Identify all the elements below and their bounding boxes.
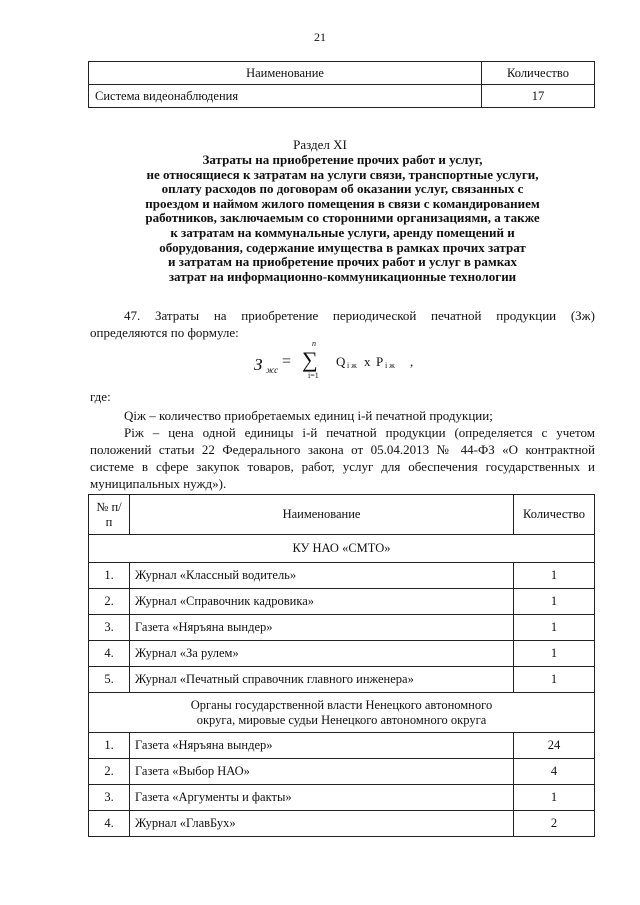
cell-name: Журнал «Классный водитель»	[130, 563, 514, 589]
cell-quantity: 1	[514, 563, 595, 589]
cell-number: 2.	[89, 759, 130, 785]
title-line: затрат на информационно-коммуникационные технологии	[168, 268, 517, 284]
formula-term1-sub: i ж	[347, 361, 357, 370]
cell-name: Газета «Няръяна вындер»	[130, 615, 514, 641]
formula-eq: =	[282, 353, 292, 370]
title-line: оплату расходов по договорам об оказании услуг, связанных с	[161, 181, 524, 197]
cell-name: Система видеонаблюдения	[89, 85, 482, 108]
title-line: оборудования, содержание имущества в рамках прочих затрат	[159, 239, 526, 255]
cell-quantity: 1	[514, 589, 595, 615]
cell-quantity: 1	[514, 667, 595, 693]
section-heading: Раздел XI	[293, 137, 347, 152]
table-row	[89, 589, 595, 615]
cell-number: 5.	[89, 667, 130, 693]
title-line: к затратам на коммунальные услуги, аренду помещений и	[170, 224, 515, 240]
table-header-row	[89, 62, 595, 85]
formula-term2-sub: i ж	[385, 361, 395, 370]
formula-lhs-sub: жс	[266, 365, 279, 375]
page-number: 21	[314, 30, 326, 44]
table-row	[89, 563, 595, 589]
cell-number: 4.	[89, 811, 130, 837]
group-title: КУ НАО «СМТО»	[89, 535, 595, 563]
cell-number: 1.	[89, 733, 130, 759]
title-line: не относящиеся к затратам на услуги связи, транспортные услуги,	[146, 166, 539, 182]
header-name: Наименование	[89, 62, 482, 85]
cell-name: Журнал «Печатный справочник главного инженера»	[130, 667, 514, 693]
formula-sum-bottom: i=1	[308, 371, 319, 380]
table-row	[89, 615, 595, 641]
group-row	[89, 535, 595, 563]
section-title	[90, 153, 595, 284]
cell-quantity: 1	[514, 785, 595, 811]
formula	[250, 339, 510, 383]
cell-number: 2.	[89, 589, 130, 615]
header-quantity: Количество	[514, 495, 595, 535]
definition-q: Qiж – количество приобретаемых единиц i-й печатной продукции;	[124, 408, 493, 423]
formula-term1: Q	[336, 354, 346, 369]
title-line: работников, заключаемым со сторонними организациями, а также	[145, 210, 540, 226]
cell-number: 3.	[89, 615, 130, 641]
header-number: № п/п	[89, 495, 130, 535]
cell-name: Газета «Выбор НАО»	[130, 759, 514, 785]
cell-number: 4.	[89, 641, 130, 667]
definition-p: Piж – цена одной единицы i-й печатной продукции (определяется с учетом положений статьи 22 Федерального закона от 05.04.2013 № 44-ФЗ «О контрактной системе в сфере закупок товаров, работ, услуг для обеспечения государственных и муниципальных нужд»).	[90, 425, 595, 491]
table-row	[89, 759, 595, 785]
cell-number: 1.	[89, 563, 130, 589]
cell-name: Газета «Няръяна вындер»	[130, 733, 514, 759]
table-row	[89, 811, 595, 837]
cell-quantity: 2	[514, 811, 595, 837]
title-line: и затратам на приобретение прочих работ и услуг в рамках	[167, 254, 517, 270]
cell-name: Журнал «За рулем»	[130, 641, 514, 667]
formula-sum-top: n	[312, 339, 316, 348]
group-title: Органы государственной власти Ненецкого автономного округа, мировые судьи Ненецкого автономного округа	[89, 693, 595, 733]
cell-number: 3.	[89, 785, 130, 811]
table-row	[89, 733, 595, 759]
formula-lhs: З	[254, 355, 263, 374]
header-quantity: Количество	[482, 62, 595, 85]
sum-icon: ∑	[302, 347, 318, 372]
title-line: проездом и наймом жилого помещения в связи с командированием	[145, 195, 540, 211]
table-row	[89, 641, 595, 667]
cell-quantity: 1	[514, 615, 595, 641]
table-row	[89, 85, 595, 108]
cell-quantity: 4	[514, 759, 595, 785]
title-line: Затраты на приобретение прочих работ и услуг,	[202, 152, 483, 167]
formula-tail: ,	[410, 354, 414, 369]
table-header-row	[89, 495, 595, 535]
cell-name: Журнал «ГлавБух»	[130, 811, 514, 837]
cell-name: Журнал «Справочник кадровика»	[130, 589, 514, 615]
top-table	[88, 61, 595, 108]
paragraph-intro: 47. Затраты на приобретение периодической печатной продукции (Зж) определяются по формуле:	[90, 308, 595, 340]
paragraph-where: где:	[90, 389, 111, 404]
formula-times: x	[364, 354, 371, 369]
header-name: Наименование	[130, 495, 514, 535]
cell-quantity: 17	[482, 85, 595, 108]
cell-name: Газета «Аргументы и факты»	[130, 785, 514, 811]
table-row	[89, 667, 595, 693]
cell-quantity: 1	[514, 641, 595, 667]
group-row	[89, 693, 595, 733]
cell-quantity: 24	[514, 733, 595, 759]
formula-term2: P	[376, 354, 384, 369]
table-row	[89, 785, 595, 811]
main-table	[88, 494, 595, 837]
